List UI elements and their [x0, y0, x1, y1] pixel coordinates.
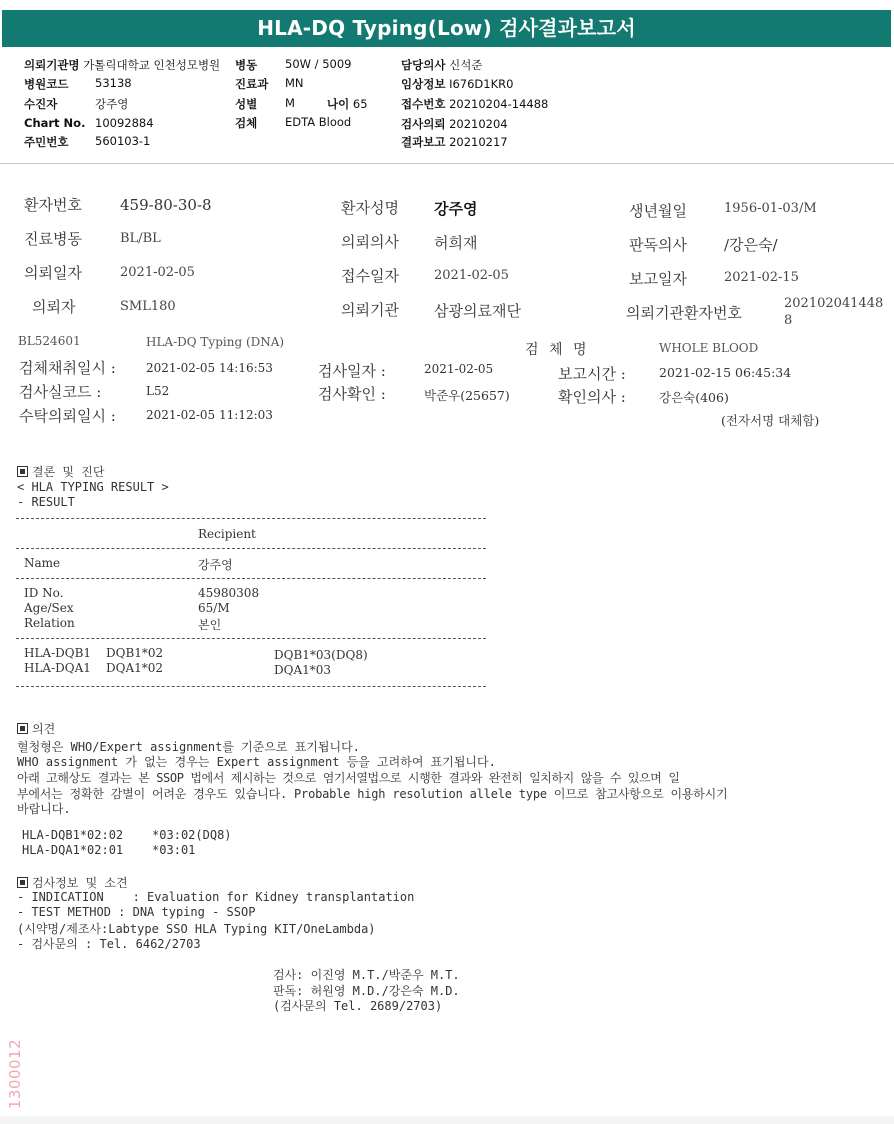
result-table-divider — [16, 518, 486, 519]
req-date-label: 의뢰일자 — [24, 264, 82, 282]
test-name: HLA-DQ Typing (DNA) — [146, 335, 285, 349]
report-date-label: 보고일자 — [629, 270, 687, 288]
reading-doctor: /강은숙/ — [724, 236, 778, 254]
confirm: 박준우(25657) — [424, 388, 510, 403]
confirm-doc: 강은숙(406) — [659, 390, 729, 405]
recipient-header: Recipient — [198, 527, 256, 541]
high-res-dqa1: HLA-DQA1*02:01 *03:01 — [22, 843, 196, 857]
name-label: Name — [24, 556, 61, 570]
confirm-doc-label: 확인의사 : — [558, 388, 626, 406]
result-table-divider — [16, 548, 486, 549]
patient-no: 459-80-30-8 — [120, 196, 212, 214]
collect: 2021-02-05 14:16:53 — [146, 361, 273, 375]
inst-patient-no-line1: 202102041448 — [784, 296, 884, 311]
agesex-value: 65/M — [198, 601, 230, 615]
opinion-line: 아래 고해상도 결과는 본 SSOP 법에서 제시하는 것으로 염기서열법으로 시행한 결과와 완전히 일치하지 않을 수 있으며 일 — [17, 771, 680, 785]
header-age: 나이 65 — [327, 97, 368, 111]
dob: 1956-01-03/M — [724, 201, 817, 216]
dqb1-allele-1: DQB1*02 — [106, 646, 164, 660]
side-stamp: 1300012 — [6, 1038, 25, 1110]
opinion-line: 바랍니다. — [17, 802, 71, 816]
header-resident-no: 주민번호 560103-1 — [24, 134, 151, 149]
header-clinical-info: 임상정보 I676D1KR0 — [401, 77, 514, 91]
section-bullet-icon — [17, 466, 28, 477]
reading-doctor-label: 판독의사 — [629, 236, 687, 254]
result-section-title: 결론 및 진단 — [17, 463, 104, 480]
header-sex: 성별 M — [235, 96, 295, 111]
test-date-label: 검사일자 : — [318, 362, 386, 380]
patient-no-label: 환자번호 — [24, 196, 82, 214]
ref-inst-label: 의뢰기관 — [341, 301, 399, 319]
test-date: 2021-02-05 — [424, 362, 494, 376]
agesex-label: Age/Sex — [24, 601, 74, 615]
dqa1-allele-2: DQA1*03 — [274, 663, 332, 677]
relation-value: 본인 — [198, 618, 222, 632]
header-department: 진료과 MN — [235, 76, 304, 91]
reagent: (시약명/제조사:Labtype SSO HLA Typing KIT/OneLambda) — [17, 922, 376, 936]
report-date: 2021-02-15 — [724, 270, 799, 285]
patient-name-label: 환자성명 — [341, 199, 399, 217]
report-title: HLA-DQ Typing(Low) 검사결과보고서 — [2, 10, 891, 47]
high-res-dqb1: HLA-DQB1*02:02 *03:02(DQ8) — [22, 828, 232, 842]
header-receipt-no: 접수번호 20210204-14488 — [401, 97, 549, 111]
section-bullet-icon — [17, 877, 28, 888]
dqa1-allele-1: DQA1*02 — [106, 661, 164, 675]
result-table-divider — [16, 578, 486, 579]
recv-date-label: 접수일자 — [341, 267, 399, 285]
dqa1-label: HLA-DQA1 — [24, 661, 91, 675]
test-code: BL524601 — [18, 334, 81, 348]
result-table-divider — [16, 638, 486, 639]
requester: SML180 — [120, 299, 176, 314]
header-ward: 병동 50W / 5009 — [235, 57, 352, 72]
opinion-line: 부에서는 정확한 감별이 어려운 경우도 있습니다. Probable high resolution allele type 이므로 참고사항으로 이용하시기 — [17, 787, 728, 801]
section-bullet-icon — [17, 723, 28, 734]
confirm-label: 검사확인 : — [318, 385, 386, 403]
recv-date: 2021-02-05 — [434, 268, 509, 283]
ref-inst: 삼광의료재단 — [434, 302, 521, 320]
test-method: - TEST METHOD : DNA typing - SSOP — [17, 905, 256, 919]
signature-contact: (검사문의 Tel. 2689/2703) — [273, 999, 443, 1013]
header-divider — [0, 163, 894, 164]
opinion-section-title: 의견 — [17, 720, 55, 737]
header-doctor: 담당의사 신석준 — [401, 58, 483, 72]
relation-label: Relation — [24, 616, 75, 630]
report-time: 2021-02-15 06:45:34 — [659, 365, 792, 380]
requester-label: 의뢰자 — [32, 298, 76, 316]
header-chart-no: Chart No. 10092884 — [24, 116, 154, 130]
indication: - INDICATION : Evaluation for Kidney transplantation — [17, 890, 415, 904]
ward-label: 진료병동 — [24, 230, 82, 248]
dqb1-label: HLA-DQB1 — [24, 646, 92, 660]
header-test-request: 검사의뢰 20210204 — [401, 117, 508, 131]
result-sub-title: < HLA TYPING RESULT > — [17, 480, 169, 494]
signature-tester: 검사: 이진영 M.T./박준우 M.T. — [273, 968, 460, 982]
header-specimen: 검체 EDTA Blood — [235, 115, 352, 130]
dob-label: 생년월일 — [629, 202, 687, 220]
name-value: 강주영 — [198, 558, 233, 572]
opinion-line: WHO assignment 가 없는 경우는 Expert assignment 등을 고려하여 표기됩니다. — [17, 755, 496, 769]
req-date: 2021-02-05 — [120, 265, 195, 280]
result-table-divider — [16, 686, 486, 687]
specimen: WHOLE BLOOD — [659, 341, 759, 355]
header-result-report: 결과보고 20210217 — [401, 135, 508, 149]
ward: BL/BL — [120, 231, 161, 246]
ref-doctor-label: 의뢰의사 — [341, 233, 399, 251]
header-hospital-code: 병원코드 53138 — [24, 76, 132, 91]
lab-code-label: 검사실코드 : — [19, 383, 102, 401]
esign-note: (전자서명 대체함) — [721, 413, 820, 428]
inst-patient-no-line2: 8 — [784, 313, 793, 328]
consign: 2021-02-05 11:12:03 — [146, 408, 273, 422]
collect-label: 검체채취일시 : — [19, 359, 116, 377]
consign-label: 수탁의뢰일시 : — [19, 407, 116, 425]
header-examinee: 수진자 강주영 — [24, 97, 129, 111]
patient-name: 강주영 — [434, 200, 478, 218]
opinion-line: 혈청형은 WHO/Expert assignment를 기준으로 표기됩니다. — [17, 740, 360, 754]
id-label: ID No. — [24, 586, 64, 600]
signature-reader: 판독: 허원영 M.D./강은숙 M.D. — [273, 984, 460, 998]
inst-patient-no-label: 의뢰기관환자번호 — [626, 304, 742, 322]
lab-code: L52 — [146, 384, 170, 398]
specimen-label: 검 체 명 — [525, 342, 590, 358]
header-institution: 의뢰기관명 가톨릭대학교 인천성모병원 — [24, 58, 221, 72]
dqb1-allele-2: DQB1*03(DQ8) — [274, 648, 368, 662]
id-value: 45980308 — [198, 586, 260, 600]
ref-doctor: 허희재 — [434, 234, 478, 252]
info-section-title: 검사정보 및 소견 — [17, 874, 128, 891]
contact: - 검사문의 : Tel. 6462/2703 — [17, 937, 201, 951]
result-label: - RESULT — [17, 495, 75, 509]
report-time-label: 보고시간 : — [558, 365, 626, 383]
